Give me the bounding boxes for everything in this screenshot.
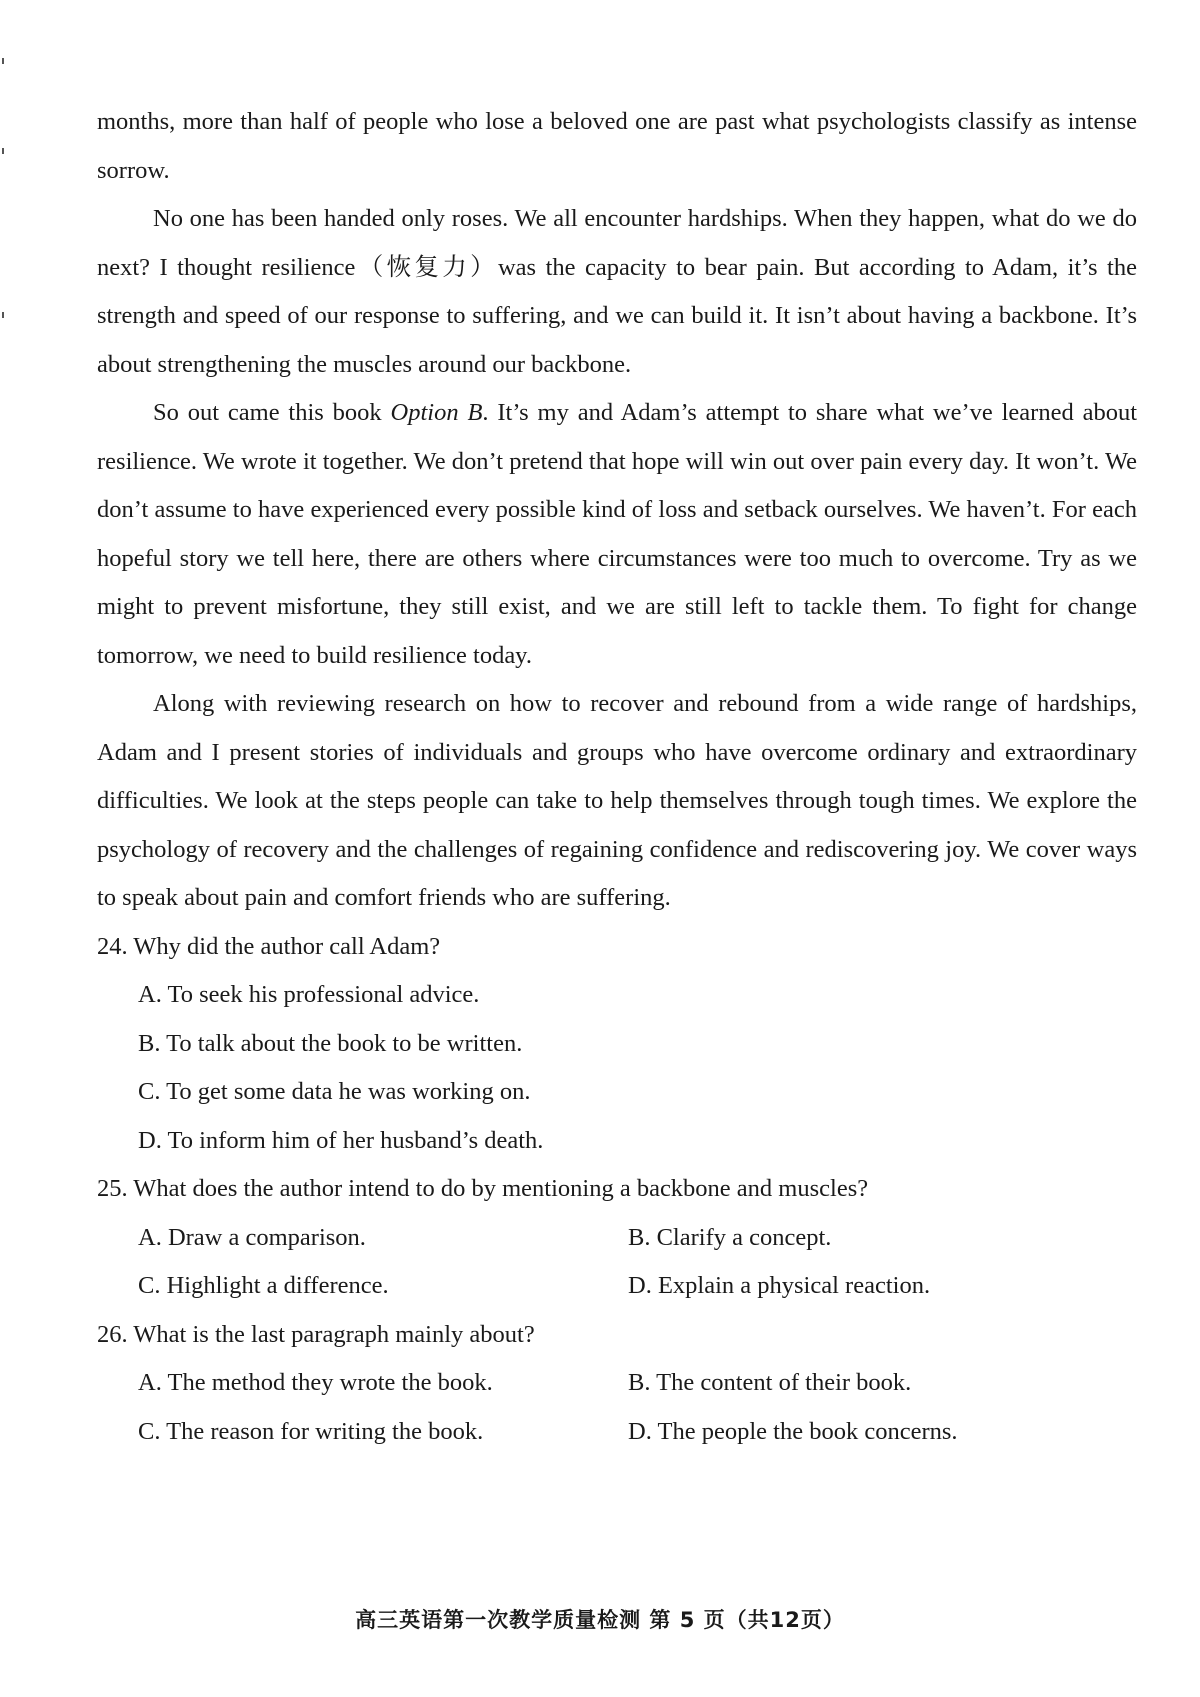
question-25-stem: 25. What does the author intend to do by mentioning a backbone and muscles? <box>97 1175 869 1202</box>
question-25-option-d: D. Explain a physical reaction. <box>628 1272 931 1299</box>
page-footer: 高三英语第一次教学质量检测 第 5 页（共12页） <box>355 1608 845 1632</box>
question-25-option-b: B. Clarify a concept. <box>628 1223 832 1251</box>
question-26-stem: 26. What is the last paragraph mainly about? <box>97 1320 535 1348</box>
question-25-options-row-2 <box>97 1262 1137 1311</box>
passage-paragraph-3 <box>97 389 1137 680</box>
question-26-option-d: D. The people the book concerns. <box>628 1417 958 1445</box>
book-title: Option B <box>390 399 483 426</box>
question-26-options-row-2 <box>97 1408 1137 1457</box>
question-24-option-d: D. To inform him of her husband’s death. <box>138 1126 544 1154</box>
question-26-option-c: C. The reason for writing the book. <box>138 1417 484 1445</box>
question-26-option-a: A. The method they wrote the book. <box>138 1369 493 1396</box>
question-25 <box>97 1165 1137 1311</box>
question-26-options-row-1 <box>97 1359 1137 1408</box>
paragraph-3-lead: So out came this book <box>153 399 391 426</box>
passage-paragraph-1: months, more than half of people who lose a beloved one are past what psychologists classify as intense sorrow. <box>97 108 1137 184</box>
exam-content <box>97 98 1137 1456</box>
question-24 <box>97 923 1137 1166</box>
question-24-option-a: A. To seek his professional advice. <box>138 981 480 1008</box>
question-24-stem: 24. Why did the author call Adam? <box>97 932 441 960</box>
question-25-options-row-1 <box>97 1214 1137 1263</box>
question-24-option-c: C. To get some data he was working on. <box>138 1078 531 1105</box>
question-25-option-a: A. Draw a comparison. <box>138 1223 366 1251</box>
passage-paragraph-4: Along with reviewing research on how to recover and rebound from a wide range of hardships, Adam and I present stories of individuals and groups who have overcome ordinary and extraordinary difficulties. We look at the steps people can take to help themselves through tough times. We explore the psychology of recovery and the challenges of regaining confidence and rediscovering joy. We cover ways to speak about pain and comfort friends who are suffering. <box>97 690 1137 911</box>
paragraph-3-rest: . It’s my and Adam’s attempt to share what we’ve learned about resilience. We wrote it together. We don’t pretend that hope will win out over pain every day. It won’t. We don’t assume to have experienced every possible kind of loss and setback ourselves. We haven’t. For each hopeful story we tell here, there are others where circumstances were too much to overcome. Try as we might to prevent misfortune, they still exist, and we are still left to tackle them. To fight for change tomorrow, we need to build resilience today. <box>97 399 1137 669</box>
passage-paragraph-2: No one has been handed only roses. We all encounter hardships. When they happen, what do we do next? I thought resilience（恢复力）was the capacity to bear pain. But according to Adam, it’s the strength and speed of our response to suffering, and we can build it. It isn’t about having a backbone. It’s about strengthening the muscles around our backbone. <box>97 205 1137 378</box>
question-24-option-b: B. To talk about the book to be written. <box>138 1029 523 1057</box>
question-25-option-c: C. Highlight a difference. <box>138 1272 389 1299</box>
question-26-option-b: B. The content of their book. <box>628 1369 912 1396</box>
question-26 <box>97 1311 1137 1457</box>
